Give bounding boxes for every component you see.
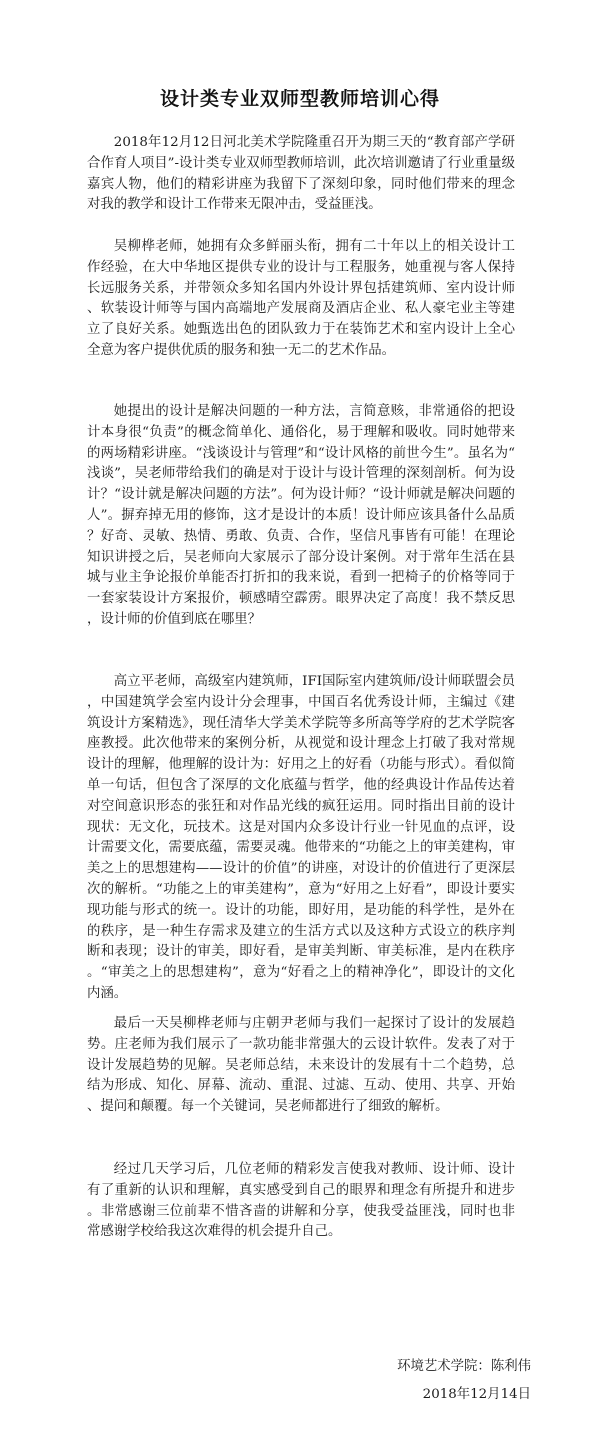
paragraph-conclusion: 经过几天学习后，几位老师的精彩发言使我对教师、设计师、设计有了重新的认识和理解，真实感受到自己的眼界和理念有所提升和进步。非常感谢三位前辈不惜吝啬的讲解和分享，使我受益匪浅，同时也非常感谢学校给我这次难得的机会提升自己。: [87, 1162, 515, 1240]
paragraph-gao-liping: 高立平老师，高级室内建筑师，IFI国际室内建筑师/设计师联盟会员，中国建筑学会室内设计分会理事，中国百名优秀设计师，主编过《建筑设计方案精选》，现任清华大学美术学院等多所高等学府的艺术学院客座教授。此次他带来的案例分析，从视觉和设计理念上打破了我对常规设计的理解，他理解的设计为：好用之上的好看（功能与形式）。看似简单一句话，但包含了深厚的文化底蕴与哲学，他的经典设计作品传达着对空间意识形态的张狂和对作品光线的疯狂运用。同时指出目前的设计现状：无文化，玩技术。这是对国内众多设计行业一针见血的点评，设计需要文化，需要底蕴，需要灵魂。他带来的“功能之上的审美建构，审美之上的思想建构——设计的价值”的讲座，对设计的价值进行了更深层次的解析。“功能之上的审美建构”，意为“好用之上好看”，即设计要实现功能与形式的统一。设计的功能，即好用，是功能的科学性，是外在的秩序，是一种生存需求及建立的生活方式以及这种方式设立的秩序判断和表现；设计的审美，即好看，是审美判断、审美标准，是内在秩序。“审美之上的思想建构”，意为“好看之上的精神净化”，即设计的文化内涵。: [87, 674, 515, 1001]
document-title: 设计类专业双师型教师培训心得: [159, 87, 440, 110]
paragraph-final-day: 最后一天吴柳桦老师与庄朝尹老师与我们一起探讨了设计的发展趋势。庄老师为我们展示了一款功能非常强大的云设计软件。发表了对于设计发展趋势的见解。吴老师总结，未来设计的发展有十二个趋势，总结为形成、知化、屏幕、流动、重混、过滤、互动、使用、共享、开始、提问和颠覆。每一个关键词，吴老师都进行了细致的解析。: [87, 1016, 515, 1115]
signature-date: 2018年12月14日: [422, 1387, 531, 1402]
paragraph-wu-liuhua-lecture: 她提出的设计是解决问题的一种方法，言简意赅，非常通俗的把设计本身很“负责”的概念简单化、通俗化，易于理解和吸收。同时她带来的两场精彩讲座。“浅谈设计与管理”和“设计风格的前世今生”。虽名为“浅谈”，吴老师带给我们的确是对于设计与设计管理的深刻剖析。何为设计？“设计就是解决问题的方法”。何为设计师？“设计师就是解决问题的人”。摒弃掉无用的修饰，这才是设计的本质！设计师应该具备什么品质？好奇、灵敏、热情、勇敢、负责、合作，坚信凡事皆有可能！在理论知识讲授之后，吴老师向大家展示了部分设计案例。对于常年生活在县城与业主争论报价单能否打折扣的我来说，看到一把椅子的价格等同于一套家装设计方案报价，顿感晴空霹雳。眼界决定了高度！我不禁反思，设计师的价值到底在哪里？: [87, 404, 515, 627]
signature-author: 环境艺术学院：陈利伟: [397, 1359, 531, 1374]
paragraph-intro: 2018年12月12日河北美术学院隆重召开为期三天的“教育部产学研合作育人项目”-设计类专业双师型教师培训，此次培训邀请了行业重量级嘉宾人物，他们的精彩讲座为我留下了深刻印象，同时他们带来的理念对我的教学和设计工作带来无限冲击，受益匪浅。: [87, 135, 515, 213]
paragraph-wu-liuhua-profile: 吴柳桦老师，她拥有众多鲜丽头衔，拥有二十年以上的相关设计工作经验，在大中华地区提供专业的设计与工程服务，她重视与客人保持长远服务关系，并带领众多知名国内外设计界包括建筑师、室内设计师、软装设计师等与国内高端地产发展商及酒店企业、私人豪宅业主等建立了良好关系。她甄选出色的团队致力于在装饰艺术和室内设计上全心全意为客户提供优质的服务和独一无二的艺术作品。: [87, 239, 515, 358]
